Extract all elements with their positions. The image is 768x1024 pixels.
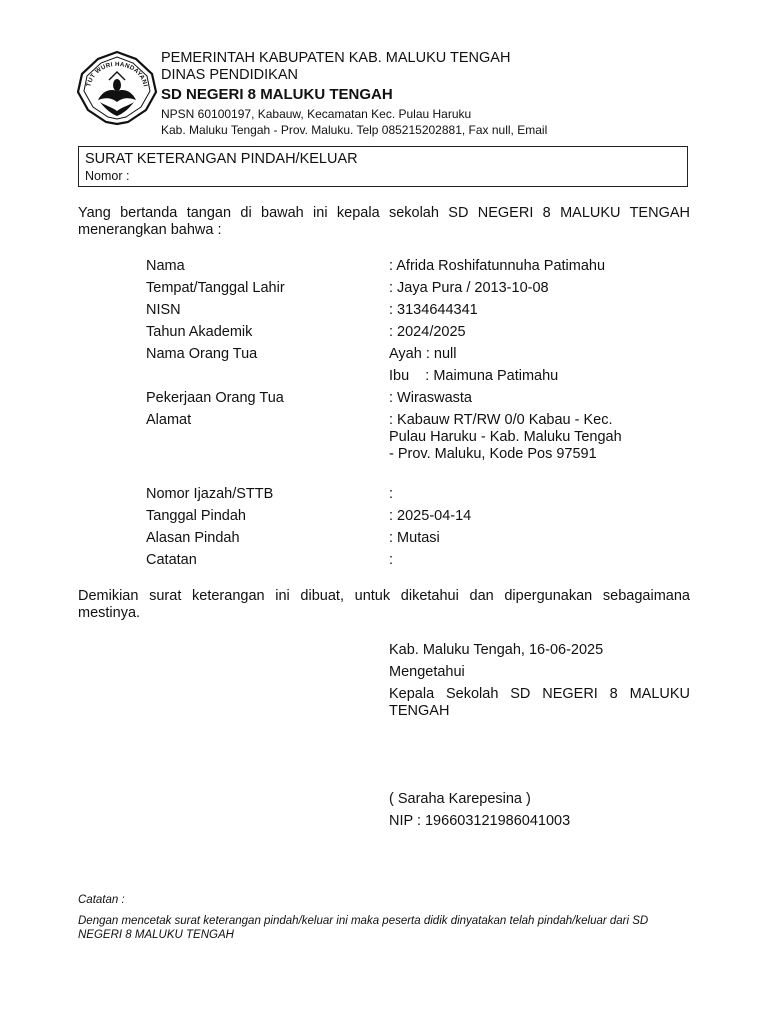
tut-wuri-handayani-logo [76,50,158,126]
field-label-alasan-pindah: Alasan Pindah [146,530,240,546]
document-title-box [78,146,688,187]
letterhead [161,50,547,138]
school-name: SD NEGERI 8 MALUKU TENGAH [161,86,393,103]
svg-text:TUT WURI HANDAYANI: TUT WURI HANDAYANI [85,60,149,88]
field-label-pekerjaan: Pekerjaan Orang Tua [146,390,284,406]
field-value-ibu: Ibu : Maimuna Patimahu [389,368,559,384]
field-value-ijazah: : [389,486,394,502]
field-value-nama: : Afrida Roshifatunnuha Patimahu [389,258,606,274]
department-line: DINAS PENDIDIKAN [161,67,298,83]
field-value-alamat: : Kabauw RT/RW 0/0 Kabau - Kec. Pulau Haruku - Kab. Maluku Tengah - Prov. Maluku, Kode Pos 97591 [389,412,622,462]
school-address-line: NPSN 60100197, Kabauw, Kecamatan Kec. Pulau Haruku [161,107,472,121]
signature-place-date: Kab. Maluku Tengah, 16-06-2025 [389,642,604,658]
footer-note-heading: Catatan : [78,894,125,906]
field-value-pekerjaan: : Wiraswasta [389,390,472,406]
closing-paragraph: Demikian surat keterangan ini dibuat, untuk diketahui dan dipergunakan sebagaimana mestinya. [78,588,690,621]
field-label-ijazah: Nomor Ijazah/STTB [146,486,274,502]
field-value-nisn: : 3134644341 [389,302,478,318]
field-label-alamat: Alamat [146,412,192,428]
intro-paragraph: Yang bertanda tangan di bawah ini kepala sekolah SD NEGERI 8 MALUKU TENGAH menerangkan bahwa : [78,205,690,238]
field-value-ttl: : Jaya Pura / 2013-10-08 [389,280,549,296]
signature-mengetahui: Mengetahui [389,664,465,680]
document-title: SURAT KETERANGAN PINDAH/KELUAR [85,151,358,167]
field-value-ayah: Ayah : null [389,346,457,362]
field-label-nama: Nama [146,258,185,274]
field-label-orang-tua: Nama Orang Tua [146,346,258,362]
signatory-name: ( Saraha Karepesina ) [389,791,531,807]
field-value-catatan: : [389,552,394,568]
field-label-nisn: NISN [146,302,181,318]
field-label-ttl: Tempat/Tanggal Lahir [146,280,285,296]
document-number: Nomor : [85,169,130,183]
signatory-nip: NIP : 196603121986041003 [389,813,571,829]
field-value-tahun-akademik: : 2024/2025 [389,324,466,340]
field-value-tanggal-pindah: : 2025-04-14 [389,508,472,524]
school-contact-line: Kab. Maluku Tengah - Prov. Maluku. Telp 085215202881, Fax null, Email [161,123,548,137]
field-value-alasan-pindah: : Mutasi [389,530,440,546]
field-label-catatan: Catatan [146,552,197,568]
signature-position: Kepala Sekolah SD NEGERI 8 MALUKU TENGAH [389,686,690,719]
field-label-tanggal-pindah: Tanggal Pindah [146,508,246,524]
footer-note-text: Dengan mencetak surat keterangan pindah/keluar ini maka peserta didik dinyatakan telah pindah/keluar dari SD NEGERI 8 MALUKU TENGAH [78,915,649,941]
field-label-tahun-akademik: Tahun Akademik [146,324,253,340]
government-line: PEMERINTAH KABUPATEN KAB. MALUKU TENGAH [161,50,511,66]
